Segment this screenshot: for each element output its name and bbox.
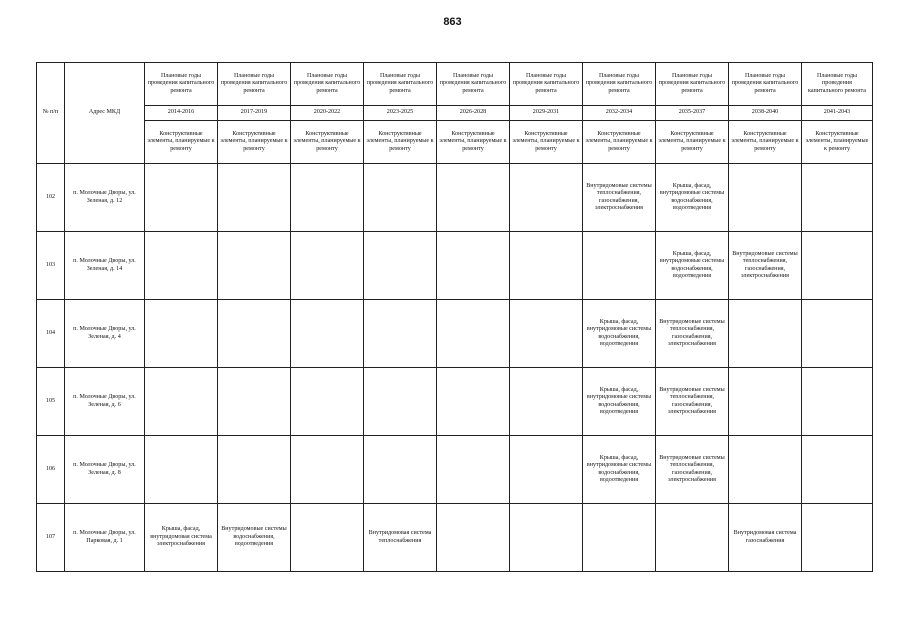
table-cell xyxy=(291,164,364,232)
table-cell xyxy=(729,164,802,232)
table-cell: Внутридомовые системы теплоснабжения, газоснабжения, электроснабжения xyxy=(729,232,802,300)
period-years-header: 2035-2037 xyxy=(656,106,729,121)
table-cell xyxy=(510,436,583,504)
row-address: п. Молочные Дворы, ул. Зеленая, д. 14 xyxy=(65,232,145,300)
elements-label-header: Конструктивные элементы, планируемые к ремонту xyxy=(583,121,656,164)
table-cell xyxy=(291,436,364,504)
row-number: 106 xyxy=(37,436,65,504)
page-number: 863 xyxy=(443,16,462,28)
table-cell xyxy=(802,368,873,436)
elements-label-header: Конструктивные элементы, планируемые к ремонту xyxy=(729,121,802,164)
row-number: 107 xyxy=(37,504,65,572)
table-cell: Внутридомовые системы водоснабжения, водоотведения xyxy=(218,504,291,572)
elements-label-header: Конструктивные элементы, планируемые к ремонту xyxy=(218,121,291,164)
table-cell xyxy=(291,300,364,368)
period-label-header: Плановые годы проведения капитального ремонта xyxy=(729,63,802,106)
table-cell xyxy=(145,300,218,368)
table-cell xyxy=(802,300,873,368)
table-cell: Внутридомовая система газоснабжения xyxy=(729,504,802,572)
period-label-header: Плановые годы проведения капитального ремонта xyxy=(291,63,364,106)
table-cell: Внутридомовые системы теплоснабжения, газоснабжения, электроснабжения xyxy=(656,300,729,368)
table-cell xyxy=(729,436,802,504)
row-address: п. Молочные Дворы, ул. Зеленая, д. 4 xyxy=(65,300,145,368)
table-cell: Крыша, фасад, внутридомовые системы водоснабжения, водоотведения xyxy=(583,436,656,504)
table-cell: Крыша, фасад, внутридомовые системы водоснабжения, водоотведения xyxy=(656,232,729,300)
table-cell xyxy=(291,504,364,572)
table-row xyxy=(37,232,873,300)
table-cell xyxy=(291,368,364,436)
elements-label-header: Конструктивные элементы, планируемые к ремонту xyxy=(437,121,510,164)
table-cell: Крыша, фасад, внутридомовая система электроснабжения xyxy=(145,504,218,572)
table-cell: Внутридомовые системы теплоснабжения, газоснабжения, электроснабжения xyxy=(656,368,729,436)
table-cell xyxy=(802,232,873,300)
period-years-header: 2020-2022 xyxy=(291,106,364,121)
table-cell xyxy=(656,504,729,572)
table-cell xyxy=(437,232,510,300)
table-cell xyxy=(583,504,656,572)
table-cell xyxy=(437,300,510,368)
capital-repair-table xyxy=(36,62,873,572)
table-cell xyxy=(218,368,291,436)
table-cell: Внутридомовые системы теплоснабжения, газоснабжения, электроснабжения xyxy=(656,436,729,504)
table-cell xyxy=(802,164,873,232)
col-address-header: Адрес МКД xyxy=(65,63,145,164)
elements-label-header: Конструктивные элементы, планируемые к ремонту xyxy=(291,121,364,164)
elements-label-header: Конструктивные элементы, планируемые к ремонту xyxy=(364,121,437,164)
period-label-header: Плановые годы проведения капитального ремонта xyxy=(583,63,656,106)
row-address: п. Молочные Дворы, ул. Зеленая, д. 12 xyxy=(65,164,145,232)
period-label-header: Плановые годы проведения капитального ремонта xyxy=(437,63,510,106)
table-cell: Внутридомовая система теплоснабжения xyxy=(364,504,437,572)
period-years-header: 2014-2016 xyxy=(145,106,218,121)
row-address: п. Молочные Дворы, ул. Зеленая, д. 8 xyxy=(65,436,145,504)
period-label-header: Плановые годы проведения капитального ремонта xyxy=(510,63,583,106)
period-label-header: Плановые годы проведения капитального ремонта xyxy=(218,63,291,106)
table-row xyxy=(37,436,873,504)
table-cell xyxy=(437,368,510,436)
table-row xyxy=(37,164,873,232)
table-cell xyxy=(364,368,437,436)
table-cell xyxy=(364,232,437,300)
table-cell xyxy=(145,164,218,232)
table-cell xyxy=(437,504,510,572)
col-num-header: № п/п xyxy=(37,63,65,164)
row-number: 103 xyxy=(37,232,65,300)
table-cell xyxy=(510,232,583,300)
table-cell xyxy=(364,164,437,232)
table-cell xyxy=(291,232,364,300)
period-years-header: 2029-2031 xyxy=(510,106,583,121)
row-address: п. Молочные Дворы, ул. Зеленая, д. 6 xyxy=(65,368,145,436)
period-years-header: 2032-2034 xyxy=(583,106,656,121)
table-cell xyxy=(802,504,873,572)
period-years-header: 2017-2019 xyxy=(218,106,291,121)
table-cell xyxy=(145,368,218,436)
table-cell xyxy=(729,300,802,368)
elements-label-header: Конструктивные элементы, планируемые к ремонту xyxy=(510,121,583,164)
row-address: п. Молочные Дворы, ул. Парковая, д. 1 xyxy=(65,504,145,572)
table-cell xyxy=(583,232,656,300)
table-cell: Крыша, фасад, внутридомовые системы водоснабжения, водоотведения xyxy=(656,164,729,232)
elements-label-header: Конструктивные элементы, планируемые к ремонту xyxy=(802,121,873,164)
period-label-header: Плановые годы проведения капитального ремонта xyxy=(145,63,218,106)
table-cell xyxy=(802,436,873,504)
table-cell: Крыша, фасад, внутридомовые системы водоснабжения, водоотведения xyxy=(583,300,656,368)
table-cell xyxy=(145,232,218,300)
table-cell xyxy=(510,504,583,572)
table-row xyxy=(37,368,873,436)
period-label-header: Плановые годы проведения капитального ремонта xyxy=(656,63,729,106)
table-cell xyxy=(510,300,583,368)
elements-label-header: Конструктивные элементы, планируемые к ремонту xyxy=(656,121,729,164)
row-number: 104 xyxy=(37,300,65,368)
table-cell xyxy=(364,300,437,368)
table-cell xyxy=(729,368,802,436)
table-cell xyxy=(510,164,583,232)
table-row xyxy=(37,300,873,368)
table-cell xyxy=(510,368,583,436)
table-cell xyxy=(364,436,437,504)
table-cell xyxy=(218,300,291,368)
period-years-header: 2038-2040 xyxy=(729,106,802,121)
period-label-header: Плановые годы проведения капитального ремонта xyxy=(802,63,873,106)
period-years-header: 2023-2025 xyxy=(364,106,437,121)
period-years-header: 2041-2043 xyxy=(802,106,873,121)
row-number: 102 xyxy=(37,164,65,232)
table-cell: Крыша, фасад, внутридомовые системы водоснабжения, водоотведения xyxy=(583,368,656,436)
elements-label-header: Конструктивные элементы, планируемые к ремонту xyxy=(145,121,218,164)
table-cell xyxy=(218,232,291,300)
row-number: 105 xyxy=(37,368,65,436)
table-cell xyxy=(145,436,218,504)
table-cell xyxy=(437,436,510,504)
table-cell xyxy=(218,436,291,504)
table-row xyxy=(37,504,873,572)
table-cell xyxy=(437,164,510,232)
period-years-header: 2026-2028 xyxy=(437,106,510,121)
table-cell: Внутридомовые системы теплоснабжения, газоснабжения, электроснабжения xyxy=(583,164,656,232)
period-label-header: Плановые годы проведения капитального ремонта xyxy=(364,63,437,106)
table-cell xyxy=(218,164,291,232)
